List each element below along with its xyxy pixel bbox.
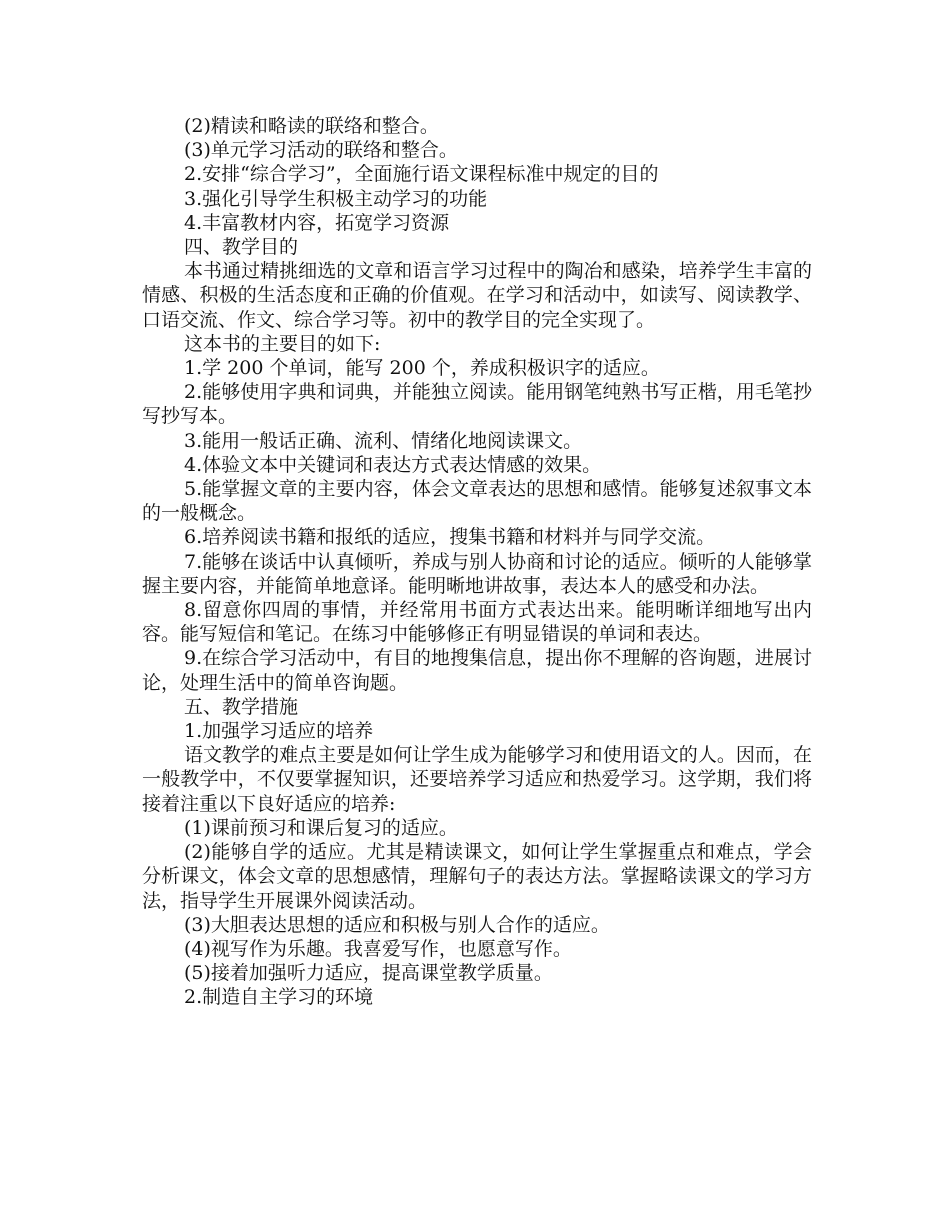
list-item: 9.在综合学习活动中，有目的地搜集信息，提出你不理解的咨询题，进展讨论，处理生活中的简单咨询题。 xyxy=(142,647,812,694)
document-body xyxy=(142,114,812,1010)
list-item: 3.能用一般话正确、流利、情绪化地阅读课文。 xyxy=(184,429,583,452)
paragraph: 本书通过精挑细选的文章和语言学习过程中的陶冶和感染，培养学生丰富的情感、积极的生活态度和正确的价值观。在学习和活动中，如读写、阅读教学、口语交流、作文、综合学习等。初中的教学目的完全实现了。 xyxy=(142,260,812,331)
text-line: 2.安排“综合学习”，全面施行语文课程标准中规定的目的 xyxy=(184,163,659,186)
list-item: (1)课前预习和课后复习的适应。 xyxy=(184,816,458,839)
list-item: 2.能够使用字典和词典，并能独立阅读。能用钢笔纯熟书写正楷，用毛笔抄写抄写本。 xyxy=(142,381,812,428)
text-line: 4.丰富教材内容，拓宽学习资源 xyxy=(184,211,450,234)
list-item: 6.培养阅读书籍和报纸的适应，搜集书籍和材料并与同学交流。 xyxy=(184,526,716,549)
list-item: 1.学 200 个单词，能写 200 个，养成积极识字的适应。 xyxy=(184,357,660,380)
paragraph: 这本书的主要目的如下: xyxy=(184,332,381,355)
list-item: (3)大胆表达思想的适应和积极与别人合作的适应。 xyxy=(184,913,610,936)
list-item: (5)接着加强听力适应，提高课堂教学质量。 xyxy=(184,962,553,985)
list-item: (4)视写作为乐趣。我喜爱写作，也愿意写作。 xyxy=(184,937,572,960)
section-heading: 五、教学措施 xyxy=(184,695,299,718)
list-item: (2)能够自学的适应。尤其是精读课文，如何让学生掌握重点和难点，学会分析课文，体会文章的思想感情，理解句子的表达方法。掌握略读课文的学习方法，指导学生开展课外阅读活动。 xyxy=(142,841,812,912)
subheading: 1.加强学习适应的培养 xyxy=(184,720,374,743)
text-line: (3)单元学习活动的联络和整合。 xyxy=(184,139,458,162)
list-item: 5.能掌握文章的主要内容，体会文章表达的思想和感情。能够复述叙事文本的一般概念。 xyxy=(142,478,812,525)
subheading: 2.制造自主学习的环境 xyxy=(184,986,374,1009)
list-item: 7.能够在谈话中认真倾听，养成与别人协商和讨论的适应。倾听的人能够掌握主要内容，并能简单地意译。能明晰地讲故事，表达本人的感受和办法。 xyxy=(142,550,812,597)
text-line: 3.强化引导学生积极主动学习的功能 xyxy=(184,187,488,210)
list-item: 4.体验文本中关键词和表达方式表达情感的效果。 xyxy=(184,453,602,476)
list-item: 8.留意你四周的事情，并经常用书面方式表达出来。能明晰详细地写出内容。能写短信和笔记。在练习中能够修正有明显错误的单词和表达。 xyxy=(142,599,812,646)
section-heading: 四、教学目的 xyxy=(184,236,299,259)
text-line: (2)精读和略读的联络和整合。 xyxy=(184,115,439,137)
paragraph: 语文教学的难点主要是如何让学生成为能够学习和使用语文的人。因而，在一般教学中，不仅要掌握知识，还要培养学习适应和热爱学习。这学期，我们将接着注重以下良好适应的培养: xyxy=(142,744,812,815)
